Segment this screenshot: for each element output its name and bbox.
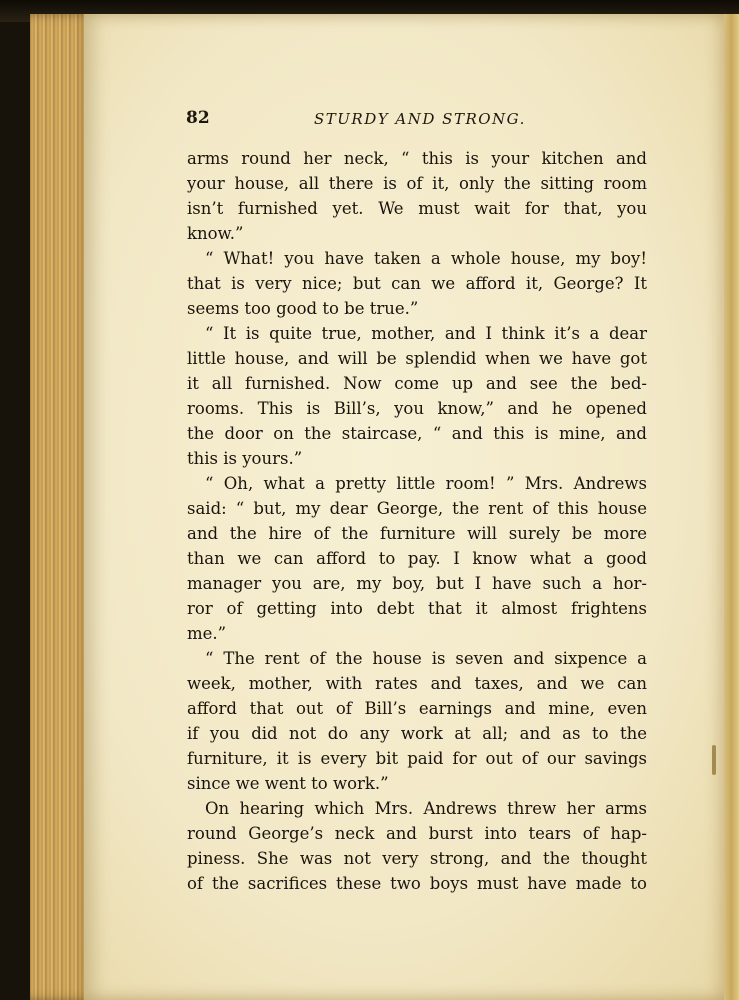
text-line: manager you are, my boy, but I have such a hor- bbox=[187, 574, 647, 593]
text-line: “ It is quite true, mother, and I think it’s a dear bbox=[205, 324, 647, 343]
paper-stain bbox=[712, 745, 716, 775]
text-line: ror of getting into debt that it almost frightens bbox=[187, 599, 647, 618]
text-line: afford that out of Bill’s earnings and mine, even bbox=[187, 699, 647, 718]
text-line: rooms. This is Bill’s, you know,” and he opened bbox=[187, 399, 647, 418]
text-line: said: “ but, my dear George, the rent of this house bbox=[187, 499, 647, 518]
text-line: “ The rent of the house is seven and sixpence a bbox=[205, 649, 647, 668]
text-line: piness. She was not very strong, and the thought bbox=[187, 849, 647, 868]
text-line: week, mother, with rates and taxes, and we can bbox=[187, 674, 647, 693]
text-line: furniture, it is every bit paid for out of our savings bbox=[187, 749, 647, 768]
text-line: seems too good to be true.” bbox=[187, 299, 419, 318]
running-title: STURDY AND STRONG. bbox=[314, 110, 526, 128]
text-line: this is yours.” bbox=[187, 449, 303, 468]
page-header bbox=[186, 108, 646, 132]
text-line: that is very nice; but can we afford it, George? It bbox=[187, 274, 647, 293]
text-line: the door on the staircase, “ and this is mine, and bbox=[187, 424, 647, 443]
text-line: than we can afford to pay. I know what a good bbox=[187, 549, 647, 568]
text-line: of the sacrifices these two boys must have made to bbox=[187, 874, 647, 893]
text-line: since we went to work.” bbox=[187, 774, 389, 793]
text-line: On hearing which Mrs. Andrews threw her arms bbox=[205, 799, 647, 818]
text-line: “ Oh, what a pretty little room! ” Mrs. Andrews bbox=[205, 474, 647, 493]
body-text bbox=[187, 146, 647, 896]
text-line: arms round her neck, “ this is your kitchen and bbox=[187, 149, 647, 168]
text-line: isn’t furnished yet. We must wait for that, you bbox=[187, 199, 647, 218]
text-line: “ What! you have taken a whole house, my boy! bbox=[205, 249, 647, 268]
text-line: and the hire of the furniture will surely be more bbox=[187, 524, 647, 543]
text-line: it all furnished. Now come up and see the bed- bbox=[187, 374, 647, 393]
page-right-edge bbox=[724, 14, 739, 1000]
text-line: know.” bbox=[187, 224, 244, 243]
text-line: your house, all there is of it, only the sitting room bbox=[187, 174, 647, 193]
text-line: if you did not do any work at all; and as to the bbox=[187, 724, 647, 743]
page-edges bbox=[30, 14, 92, 1000]
text-line: round George’s neck and burst into tears of hap- bbox=[187, 824, 647, 843]
text-line: little house, and will be splendid when we have got bbox=[187, 349, 647, 368]
page-number: 82 bbox=[186, 108, 210, 128]
text-line: me.” bbox=[187, 624, 227, 643]
